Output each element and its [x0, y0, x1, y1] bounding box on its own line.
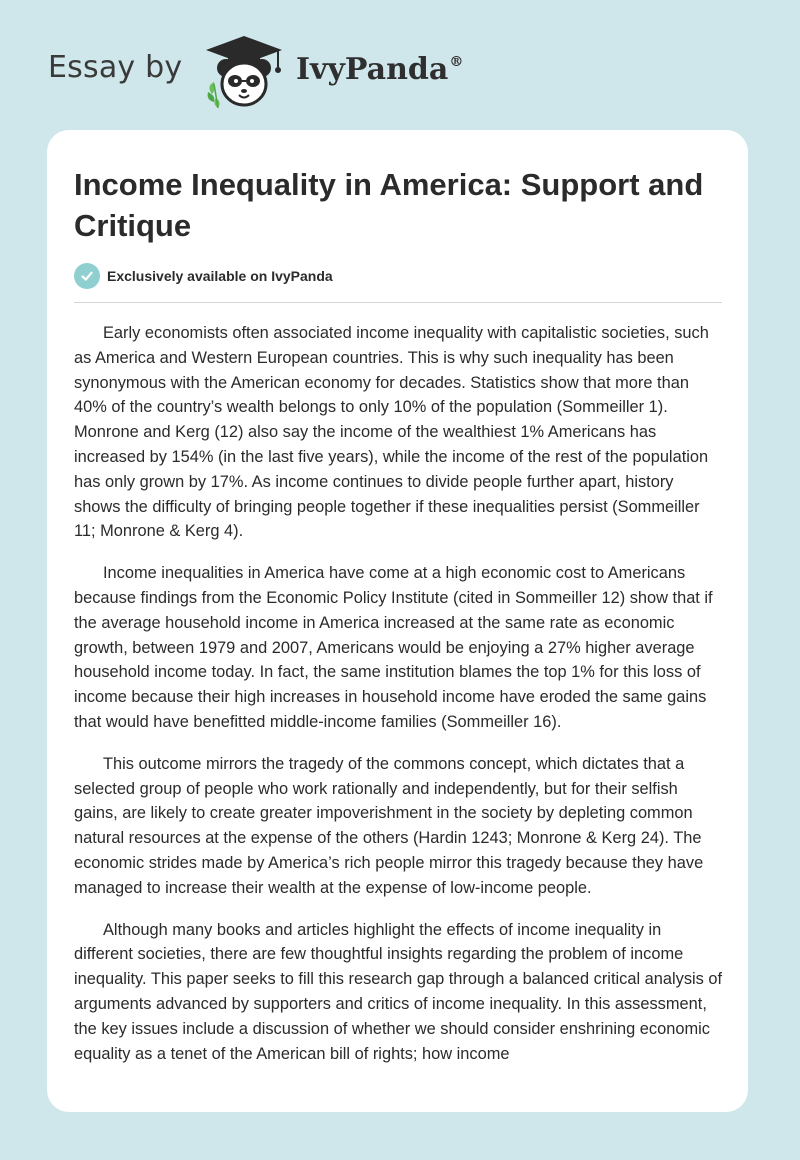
paragraph: Income inequalities in America have come at a high economic cost to Americans because findings from the Economic Policy Institute (cited in Sommeiller 12) show that if the average household income in America increased at the same rate as economic growth, between 1979 and 2007, Americans would be enjoying a 27% higher average household income today. In fact, the same institution blames the top 1% for this loss of income because their high increases in household income have eroded the same gains that would have benefitted middle-income families (Sommeiller 16). — [74, 564, 713, 731]
check-icon — [74, 263, 100, 289]
essay-by-label: Essay by — [48, 50, 183, 85]
paragraph: This outcome mirrors the tragedy of the commons concept, which dictates that a selected group of people who work rationally and independently, but for their selfish gains, are likely to create greater impoverishment in the society by depleting common natural resources at the expense of the others (Hardin 1243; Monrone & Kerg 24). The economic strides made by America’s rich people mirror this tragedy because they have managed to increase their wealth at the expense of low-income people. — [74, 754, 704, 897]
exclusive-badge-label: Exclusively available on IvyPanda — [107, 268, 333, 284]
panda-graduate-icon[interactable] — [198, 34, 290, 110]
paragraph: Although many books and articles highlight the effects of income inequality in different societies, there are few thoughtful insights regarding the problem of income inequality. This paper seeks to fill this research gap through a balanced critical analysis of arguments advanced by supporters and critics of income inequality. In this assessment, the key issues include a discussion of whether we should consider enshrining economic equality as a tenet of the American bill of rights; how income — [74, 920, 723, 1063]
paragraph: Early economists often associated income inequality with capitalistic societies, such as America and Western European countries. This is why such inequality has been synonymous with the American economy for decades. Statistics show that more than 40% of the country’s wealth belongs to only 10% of the population (Sommeiller 1). Monrone and Kerg (12) also say the income of the wealthiest 1% Americans has increased by 154% (in the last five years), while the income of the rest of the population has only grown by 17%. As income continues to divide people further apart, history shows the difficulty of bringing people together if these inequalities persist (Sommeiller 11; Monrone & Kerg 4). — [74, 324, 709, 541]
brand-name: IvyPanda — [296, 52, 449, 87]
page-title: Income Inequality in America: Support and Critique — [74, 167, 704, 243]
site-header — [0, 0, 800, 120]
essay-card — [47, 130, 748, 1112]
article-body — [74, 321, 724, 1083]
exclusive-badge — [74, 263, 333, 289]
brand-logo-text[interactable] — [296, 52, 463, 87]
divider — [74, 302, 722, 303]
registered-mark: ® — [449, 54, 464, 70]
